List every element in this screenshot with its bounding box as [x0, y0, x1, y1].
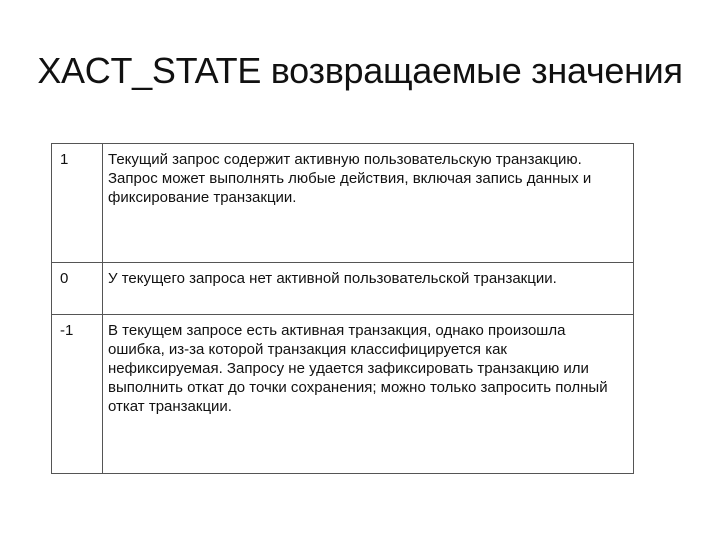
- table-row: [52, 263, 634, 315]
- return-value-cell: -1: [52, 315, 103, 474]
- return-value-cell: 1: [52, 144, 103, 263]
- description-cell: У текущего запроса нет активной пользовательской транзакции.: [103, 263, 634, 315]
- return-value-cell: 0: [52, 263, 103, 315]
- slide-title: XACT_STATE возвращаемые значения: [37, 50, 683, 91]
- xact-state-values-table: [51, 143, 634, 474]
- description-cell: Текущий запрос содержит активную пользовательскую транзакцию. Запрос может выполнять любые действия, включая запись данных и фиксирование транзакции.: [103, 144, 634, 263]
- table-row: [52, 315, 634, 474]
- table-row: [52, 144, 634, 263]
- description-cell: В текущем запросе есть активная транзакция, однако произошла ошибка, из-за которой транзакция классифицируется как нефиксируемая. Запросу не удается зафиксировать транзакцию или выполнить откат до точки сохранения; можно только запросить полный откат транзакции.: [103, 315, 634, 474]
